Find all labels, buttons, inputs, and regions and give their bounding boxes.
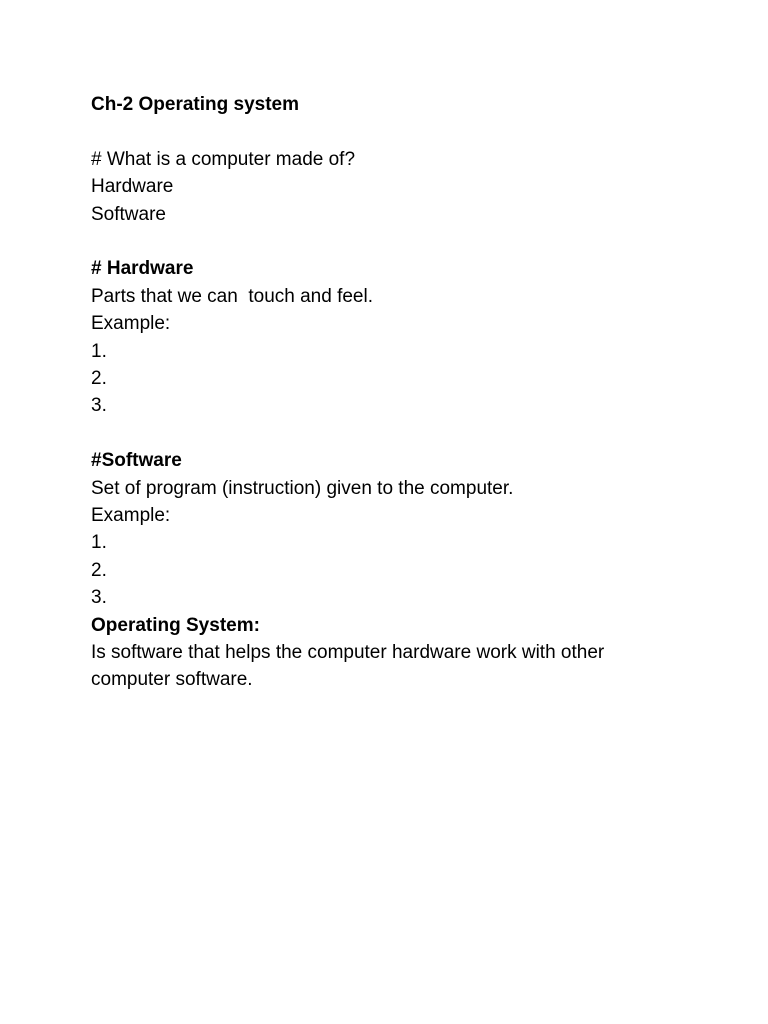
hardware-definition: Parts that we can touch and feel. (91, 285, 374, 307)
software-definition: Set of program (instruction) given to the computer. (91, 477, 514, 499)
hardware-list-item: 2. (91, 368, 107, 390)
software-list-item: 2. (91, 559, 107, 581)
software-list-item: 3. (91, 587, 107, 609)
spacer (91, 118, 691, 145)
hardware-list-item: 3. (91, 395, 107, 417)
intro-question: # What is a computer made of? (91, 148, 356, 170)
intro-item-software: Software (91, 203, 166, 225)
spacer (91, 420, 691, 447)
hardware-heading: # Hardware (91, 258, 194, 280)
software-example-label: Example: (91, 505, 171, 527)
spacer (91, 228, 691, 255)
hardware-example-label: Example: (91, 313, 171, 335)
intro-item-hardware: Hardware (91, 176, 174, 198)
hardware-list-item: 1. (91, 340, 107, 362)
document-title: Ch-2 Operating system (91, 94, 299, 115)
operating-system-definition-continued: computer software. (91, 669, 253, 691)
software-heading: #Software (91, 450, 182, 472)
software-list-item: 1. (91, 532, 107, 554)
document-page (91, 91, 691, 694)
operating-system-definition: Is software that helps the computer hardware work with other (91, 642, 605, 664)
operating-system-heading: Operating System: (91, 614, 260, 636)
